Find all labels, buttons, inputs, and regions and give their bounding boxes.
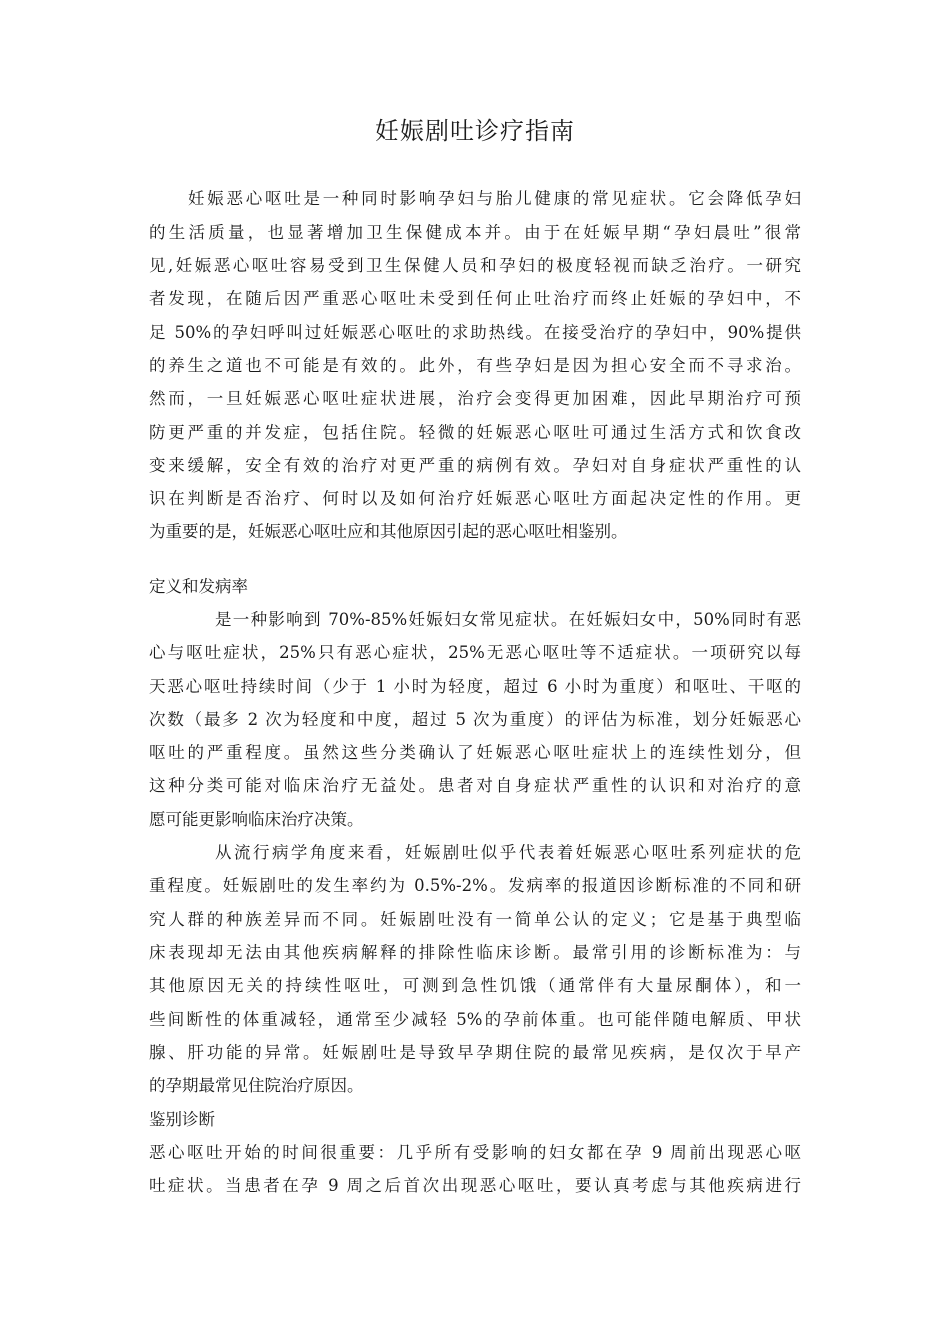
paragraph-line: 见,妊娠恶心呕吐容易受到卫生保健人员和孕妇的极度轻视而缺乏治疗。一研究 bbox=[149, 256, 801, 275]
paragraph-line: 腺、肝功能的异常。妊娠剧吐是导致早孕期住院的最常见疾病，是仅次于早产 bbox=[149, 1043, 801, 1062]
paragraph-line: 的孕期最常见住院治疗原因。 bbox=[149, 1076, 364, 1095]
section-heading-definition: 定义和发病率 bbox=[149, 577, 248, 596]
paragraph-line: 然而，一旦妊娠恶心呕吐症状进展，治疗会变得更加困难，因此早期治疗可预 bbox=[149, 389, 801, 408]
paragraph-line: 重程度。妊娠剧吐的发生率约为 0.5%-2%。发病率的报道因诊断标准的不同和研 bbox=[149, 876, 801, 895]
paragraph-line: 呕吐的严重程度。虽然这些分类确认了妊娠恶心呕吐症状上的连续性划分，但 bbox=[149, 743, 801, 762]
paragraph-line: 从流行病学角度来看，妊娠剧吐似乎代表着妊娠恶心呕吐系列症状的危 bbox=[215, 843, 801, 862]
paragraph-line: 识在判断是否治疗、何时以及如何治疗妊娠恶心呕吐方面起决定性的作用。更 bbox=[149, 489, 801, 508]
paragraph-line: 愿可能更影响临床治疗决策。 bbox=[149, 810, 364, 829]
paragraph-line: 防更严重的并发症，包括住院。轻微的妊娠恶心呕吐可通过生活方式和饮食改 bbox=[149, 423, 801, 442]
paragraph-line: 天恶心呕吐持续时间（少于 1 小时为轻度，超过 6 小时为重度）和呕吐、干呕的 bbox=[149, 677, 801, 696]
paragraph-line: 心与呕吐症状，25%只有恶心症状，25%无恶心呕吐等不适症状。一项研究以每 bbox=[149, 643, 801, 662]
paragraph-line: 足 50%的孕妇呼叫过妊娠恶心呕吐的求助热线。在接受治疗的孕妇中，90%提供 bbox=[149, 323, 801, 342]
section-heading-differential: 鉴别诊断 bbox=[149, 1110, 215, 1129]
document-title: 妊娠剧吐诊疗指南 bbox=[375, 117, 575, 145]
paragraph-line: 其他原因无关的持续性呕吐，可测到急性饥饿（通常伴有大量尿酮体），和一 bbox=[149, 976, 801, 995]
paragraph-line: 是一种影响到 70%-85%妊娠妇女常见症状。在妊娠妇女中，50%同时有恶 bbox=[215, 610, 801, 629]
paragraph-line: 者发现，在随后因严重恶心呕吐未受到任何止吐治疗而终止妊娠的孕妇中，不 bbox=[149, 289, 801, 308]
paragraph-line: 的生活质量，也显著增加卫生保健成本并。由于在妊娠早期“孕妇晨吐”很常 bbox=[149, 223, 801, 242]
paragraph-line: 变来缓解，安全有效的治疗对更严重的病例有效。孕妇对自身症状严重性的认 bbox=[149, 456, 801, 475]
paragraph-line: 妊娠恶心呕吐是一种同时影响孕妇与胎儿健康的常见症状。它会降低孕妇 bbox=[188, 189, 801, 208]
paragraph-line: 恶心呕吐开始的时间很重要：几乎所有受影响的妇女都在孕 9 周前出现恶心呕 bbox=[149, 1143, 801, 1162]
paragraph-line: 究人群的种族差异而不同。妊娠剧吐没有一简单公认的定义；它是基于典型临 bbox=[149, 910, 801, 929]
paragraph-line: 床表现却无法由其他疾病解释的排除性临床诊断。最常引用的诊断标准为：与 bbox=[149, 943, 801, 962]
paragraph-line: 次数（最多 2 次为轻度和中度，超过 5 次为重度）的评估为标准，划分妊娠恶心 bbox=[149, 710, 801, 729]
paragraph-line: 为重要的是，妊娠恶心呕吐应和其他原因引起的恶心呕吐相鉴别。 bbox=[149, 522, 628, 541]
paragraph-line: 些间断性的体重减轻，通常至少减轻 5%的孕前体重。也可能伴随电解质、甲状 bbox=[149, 1010, 801, 1029]
paragraph-line: 吐症状。当患者在孕 9 周之后首次出现恶心呕吐，要认真考虑与其他疾病进行 bbox=[149, 1176, 801, 1195]
paragraph-line: 这种分类可能对临床治疗无益处。患者对自身症状严重性的认识和对治疗的意 bbox=[149, 776, 801, 795]
paragraph-line: 的养生之道也不可能是有效的。此外，有些孕妇是因为担心安全而不寻求治。 bbox=[149, 356, 801, 375]
